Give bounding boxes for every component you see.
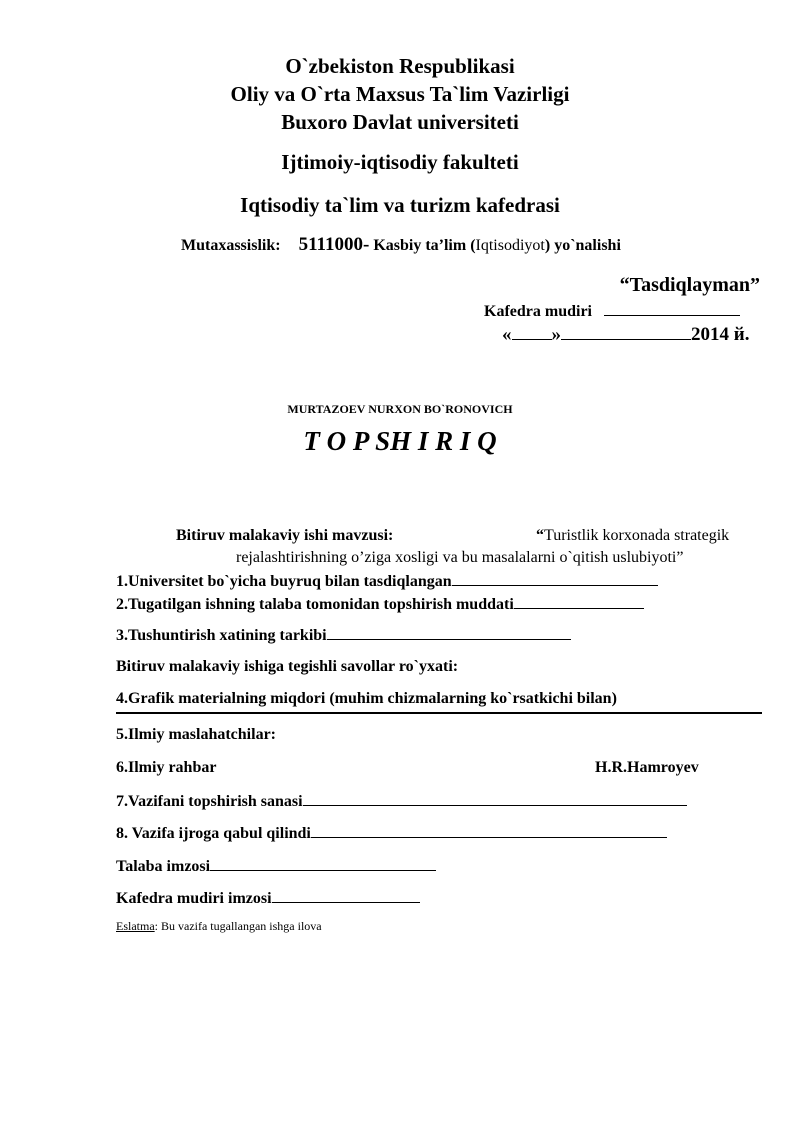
item-questions: Bitiruv malakaviy ishiga tegishli savollar ro`yxati: [116,658,459,675]
item-accepted [116,823,667,843]
department-title: Iqtisodiy ta`lim va turizm kafedrasi [240,193,560,217]
item-note-content-label: 3.Tushuntirish xatining tarkibi [116,627,327,644]
student-signature-blank [210,856,436,871]
day-blank [512,325,552,340]
topic-line-2: rejalashtirishning o’ziga xosligi va bu masalalarni o`qitish uslubiyoti” [236,549,684,566]
item-deadline-label: 2.Tugatilgan ishning talaba tomonidan topshirish muddati [116,596,514,613]
topic-label: Bitiruv malakaviy ishi mavzusi: [176,527,394,544]
head-signature-label: Kafedra mudiri imzosi [116,890,272,907]
footnote-text: : Bu vazifa tugallangan ishga ilova [154,919,322,933]
approval-year: 2014 й. [691,324,750,345]
student-signature [116,856,436,876]
item-graphics-label: 4.Grafik materialning miqdori (muhim chizmalarning ko`rsatkichi bilan) [116,690,617,707]
date-close-quote: » [551,324,561,345]
approval-head [484,301,740,321]
item-supervisor-name: H.R.Hamroyev [595,759,699,776]
student-name: MURTAZOEV NURXON BO`RONOVICH [287,402,513,416]
item-order-label: 1.Universitet bo`yicha buyruq bilan tasdiqlangan [116,573,452,590]
item-issue-date [116,791,687,811]
item-issue-date-label: 7.Vazifani topshirish sanasi [116,793,303,810]
item-consultants: 5.Ilmiy maslahatchilar: [116,726,276,743]
item-note-content [116,625,571,645]
item-issue-date-blank [303,791,687,806]
approval-head-label: Kafedra mudiri [484,303,592,320]
specialty-label: Mutaxassislik: [181,237,281,254]
topic-text-1: Turistlik korxonada strategik [544,527,730,544]
specialty-line [181,234,621,256]
month-blank [561,325,691,340]
republic-title: O`zbekiston Respublikasi [285,54,515,78]
faculty-title: Ijtimoiy-iqtisodiy fakulteti [281,150,519,174]
specialty-name-b: Iqtisodiyot [475,237,545,254]
head-signature-line [604,301,740,316]
head-signature [116,888,420,908]
specialty-code: 5111000- [298,234,370,255]
document-title: T O P SH I R I Q [303,426,497,456]
item-order-blank [452,571,658,586]
footnote-label: Eslatma [116,919,155,933]
item-supervisor-label: 6.Ilmiy rahbar [116,759,217,776]
approval-title: “Tasdiqlayman” [619,274,760,296]
approval-date [502,324,749,346]
item-deadline [116,594,644,614]
footnote [116,919,322,934]
university-title: Buxoro Davlat universiteti [281,110,519,134]
item-order [116,571,658,591]
topic-quote-open: “ [536,527,544,544]
item-note-content-blank [327,625,571,640]
specialty-name-c: ) yo`nalishi [544,237,621,254]
head-signature-blank [272,888,420,903]
date-open-quote: « [502,324,512,345]
student-signature-label: Talaba imzosi [116,858,211,875]
topic-line-1 [536,527,729,545]
ministry-title: Oliy va O`rta Maxsus Ta`lim Vazirligi [230,82,570,106]
item-accepted-label: 8. Vazifa ijroga qabul qilindi [116,825,311,842]
item-deadline-blank [514,594,644,609]
specialty-name-a: Kasbiy ta’lim ( [373,237,476,254]
item-accepted-blank [311,823,667,838]
item-graphics [116,690,762,714]
